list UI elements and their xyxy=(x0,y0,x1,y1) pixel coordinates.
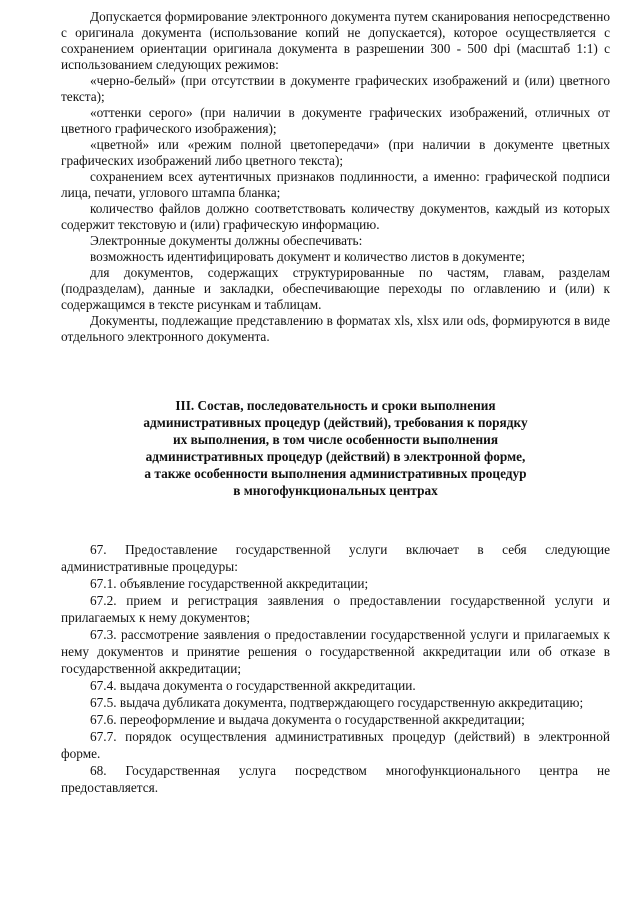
paragraph-67-4: 67.4. выдача документа о государственной аккредитации. xyxy=(90,678,416,693)
paragraph-file-count: количество файлов должно соответствовать количеству документов, каждый из которых содержит текстовую и (или) графическую информацию. xyxy=(61,201,610,232)
paragraph-mode-bw: «черно-белый» (при отсутствии в документе графических изображений и (или) цветного текста); xyxy=(61,73,610,104)
paragraph-authenticity: сохранением всех аутентичных признаков подлинности, а именно: графической подписи лица, печати, углового штампа бланка; xyxy=(61,169,610,200)
heading-line: в многофункциональных центрах xyxy=(233,483,438,498)
section-heading xyxy=(61,397,610,499)
heading-line: административных процедур (действий) в электронной форме, xyxy=(145,449,526,464)
paragraph-mode-gray: «оттенки серого» (при наличии в документе графических изображений, отличных от цветного графического изображения); xyxy=(61,105,610,136)
heading-line: III. Состав, последовательность и сроки выполнения xyxy=(175,398,496,413)
paragraph-67-2: 67.2. прием и регистрация заявления о предоставлении государственной услуги и прилагаемых к нему документов; xyxy=(61,593,610,625)
paragraph-67: 67. Предоставление государственной услуги включает в себя следующие административные процедуры: xyxy=(61,542,610,574)
paragraph-bookmarks: для документов, содержащих структурированные по частям, главам, разделам (подразделам), данные и закладки, обеспечивающие переходы по оглавлению и (или) к содержащимся в тексте рисункам и таблицам. xyxy=(61,265,610,312)
paragraph-scanning: Допускается формирование электронного документа путем сканирования непосредственно с оригинала документа (использование копий не допускается), которое осуществляется с сохранением ориентации оригинала документа в разрешении 300 - 500 dpi (масштаб 1:1) с использованием следующих режимов: xyxy=(61,9,610,72)
section-text-block xyxy=(61,541,610,796)
paragraph-mode-color: «цветной» или «режим полной цветопередачи» (при наличии в документе цветных графических изображений либо цветного текста); xyxy=(61,137,610,168)
heading-line: их выполнения, в том числе особенности выполнения xyxy=(172,432,499,447)
paragraph-requirements: Электронные документы должны обеспечивать: xyxy=(90,233,363,248)
paragraph-67-3: 67.3. рассмотрение заявления о предоставлении государственной услуги и прилагаемых к нему документов и принятие решения о государственной аккредитации или об отказе в государственной аккредитации; xyxy=(61,627,610,676)
heading-line: административных процедур (действий), требования к порядку xyxy=(143,415,528,430)
paragraph-67-6: 67.6. переоформление и выдача документа о государственной аккредитации; xyxy=(90,712,525,727)
paragraph-67-7: 67.7. порядок осуществления административных процедур (действий) в электронной форме. xyxy=(61,729,610,761)
paragraph-67-5: 67.5. выдача дубликата документа, подтверждающего государственную аккредитацию; xyxy=(90,695,584,710)
paragraph-identify: возможность идентифицировать документ и количество листов в документе; xyxy=(90,249,526,264)
paragraph-67-1: 67.1. объявление государственной аккредитации; xyxy=(90,576,369,591)
paragraph-68: 68. Государственная услуга посредством многофункционального центра не предоставляется. xyxy=(61,763,610,795)
top-text-block xyxy=(61,9,610,345)
heading-line: а также особенности выполнения административных процедур xyxy=(144,466,527,481)
paragraph-formats: Документы, подлежащие представлению в форматах xls, xlsx или ods, формируются в виде отдельного электронного документа. xyxy=(61,313,610,344)
